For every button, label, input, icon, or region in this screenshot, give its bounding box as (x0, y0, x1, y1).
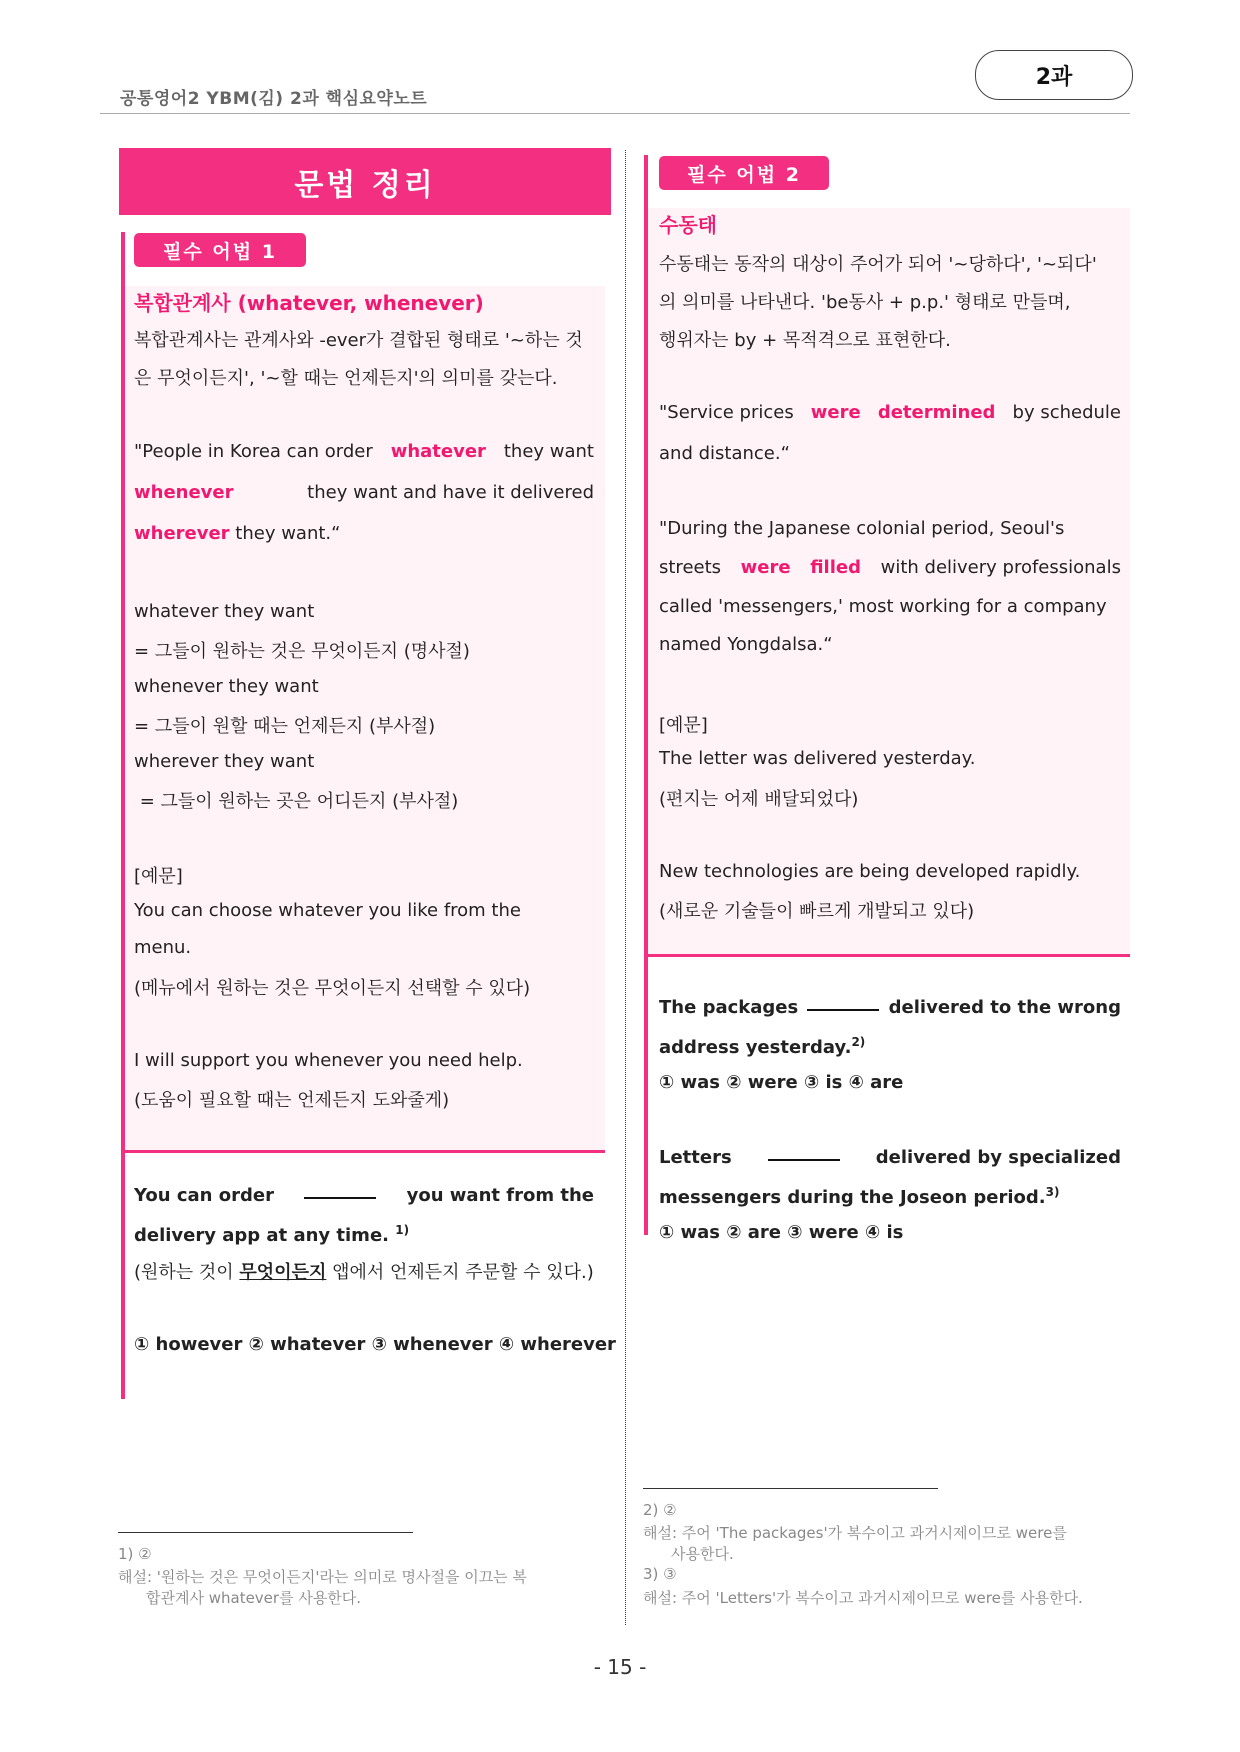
grammar2-example1: The letter was delivered yesterday. (659, 748, 976, 769)
quiz1-line2: delivery app at any time. $^{1)}$ (134, 1223, 410, 1246)
grammar1-example2-translation: (도움이 필요할 때는 언제든지 도와줄게) (134, 1090, 450, 1111)
quiz1-line1: You can order you want from the (134, 1185, 594, 1206)
answer-blank (304, 1185, 376, 1199)
grammar2-desc-line2: 의 의미를 나타낸다. 'be동사 + p.p.' 형태로 만들며, (659, 292, 1071, 313)
footnote-2-line1: 해설: 주어 'The packages'가 복수이고 과거시제이므로 were를 (643, 1524, 1067, 1542)
quiz1-translation: (원하는 것이 무엇이든지 앱에서 언제든지 주문할 수 있다.) (134, 1262, 594, 1283)
column-divider (625, 150, 626, 1625)
grammar1-heading: 복합관계사 (whatever, whenever) (134, 291, 484, 315)
grammar2-example-label: [예문] (659, 715, 708, 736)
quiz1-options: ① however ② whatever ③ whenever ④ wherever (134, 1334, 616, 1355)
footnote-2-line2: 사용한다. (671, 1545, 734, 1563)
grammar1-example1-translation: (메뉴에서 원하는 것은 무엇이든지 선택할 수 있다) (134, 978, 531, 999)
grammar2-desc-line1: 수동태는 동작의 대상이 주어가 되어 '~당하다', '~되다' (659, 254, 1097, 275)
answer-blank (768, 1147, 840, 1161)
footnote-ref: 3) (1045, 1185, 1060, 1199)
grammar1-example1-line1: You can choose whatever you like from the (134, 900, 521, 921)
page-number: - 15 - (593, 1655, 647, 1679)
grammar2-quote2-line2: streets were filled with delivery professionals (659, 557, 1121, 578)
grammar1-example-label: [예문] (134, 866, 183, 887)
grammar2-box-bottom-rule (648, 954, 1130, 957)
quiz3-line2: messengers during the Joseon period.$^{3)}$ (659, 1185, 1060, 1208)
grammar2-quote2-line4: named Yongdalsa.“ (659, 634, 833, 655)
quiz3-line1: Letters delivered by specialized (659, 1147, 1121, 1168)
grammar2-quote1-line2: and distance.“ (659, 443, 790, 464)
footnote-rule-left (118, 1532, 413, 1533)
grammar2-example2-translation: (새로운 기술들이 빠르게 개발되고 있다) (659, 901, 975, 922)
quiz2-line2: address yesterday.$^{2)}$ (659, 1035, 866, 1058)
grammar2-box (648, 208, 1130, 954)
section-banner: 문법 정리 (119, 148, 611, 215)
grammar1-desc-line1: 복합관계사는 관계사와 -ever가 결합된 형태로 '~하는 것 (134, 330, 583, 351)
grammar1-example1-line2: menu. (134, 937, 192, 958)
grammar2-quote2-line3: called 'messengers,' most working for a company (659, 596, 1107, 617)
explain-line: = 그들이 원하는 곳은 어디든지 (부사절) (134, 791, 459, 812)
quiz2-line1: The packages delivered to the wrong (659, 997, 1121, 1018)
grammar2-quote1-line1: "Service prices were determined by schedule (659, 402, 1121, 423)
header-divider (100, 113, 1130, 114)
footnote-rule-right (643, 1488, 938, 1489)
footnote-3-line1: 해설: 주어 'Letters'가 복수이고 과거시제이므로 were를 사용한다. (643, 1589, 1083, 1607)
grammar2-example1-translation: (편지는 어제 배달되었다) (659, 789, 859, 810)
grammar2-label: 필수 어법 2 (659, 156, 829, 190)
grammar2-quote2-line1: "During the Japanese colonial period, Seoul's (659, 518, 1065, 539)
grammar2-heading: 수동태 (659, 213, 717, 237)
lesson-badge: 2과 (975, 50, 1133, 100)
footnote-1-line2: 합관계사 whatever를 사용한다. (146, 1589, 362, 1607)
grammar1-quote-line1: "People in Korea can order whatever they want (134, 441, 594, 462)
document-header-title: 공통영어2 YBM(김) 2과 핵심요약노트 (120, 89, 428, 109)
footnote-ref: 1) (395, 1223, 410, 1237)
explain-line: = 그들이 원하는 것은 무엇이든지 (명사절) (134, 641, 470, 662)
grammar1-example2: I will support you whenever you need help. (134, 1050, 523, 1071)
grammar1-box-bottom-rule (125, 1150, 605, 1153)
grammar1-quote-line2: whenever they want and have it delivered (134, 482, 594, 503)
grammar1-desc-line2: 은 무엇이든지', '~할 때는 언제든지'의 의미를 갖는다. (134, 368, 558, 389)
quiz2-options: ① was ② were ③ is ④ are (659, 1072, 904, 1093)
footnote-ref: 2) (851, 1035, 866, 1049)
footnote-1-number: 1) ② (118, 1545, 152, 1563)
explain-line: wherever they want (134, 751, 315, 772)
explain-line: whatever they want (134, 601, 315, 622)
footnote-2-number: 2) ② (643, 1501, 677, 1519)
grammar2-example2: New technologies are being developed rapidly. (659, 861, 1081, 882)
answer-blank (807, 997, 879, 1011)
grammar1-label: 필수 어법 1 (134, 233, 306, 267)
quiz3-options: ① was ② are ③ were ④ is (659, 1222, 904, 1243)
explain-line: = 그들이 원할 때는 언제든지 (부사절) (134, 716, 436, 737)
footnote-1-line1: 해설: '원하는 것은 무엇이든지'라는 의미로 명사절을 이끄는 복 (118, 1568, 527, 1586)
grammar1-quote-line3: wherever they want.“ (134, 523, 341, 544)
grammar2-desc-line3: 행위자는 by + 목적격으로 표현한다. (659, 330, 951, 351)
explain-line: whenever they want (134, 676, 319, 697)
footnote-3-number: 3) ③ (643, 1565, 677, 1583)
